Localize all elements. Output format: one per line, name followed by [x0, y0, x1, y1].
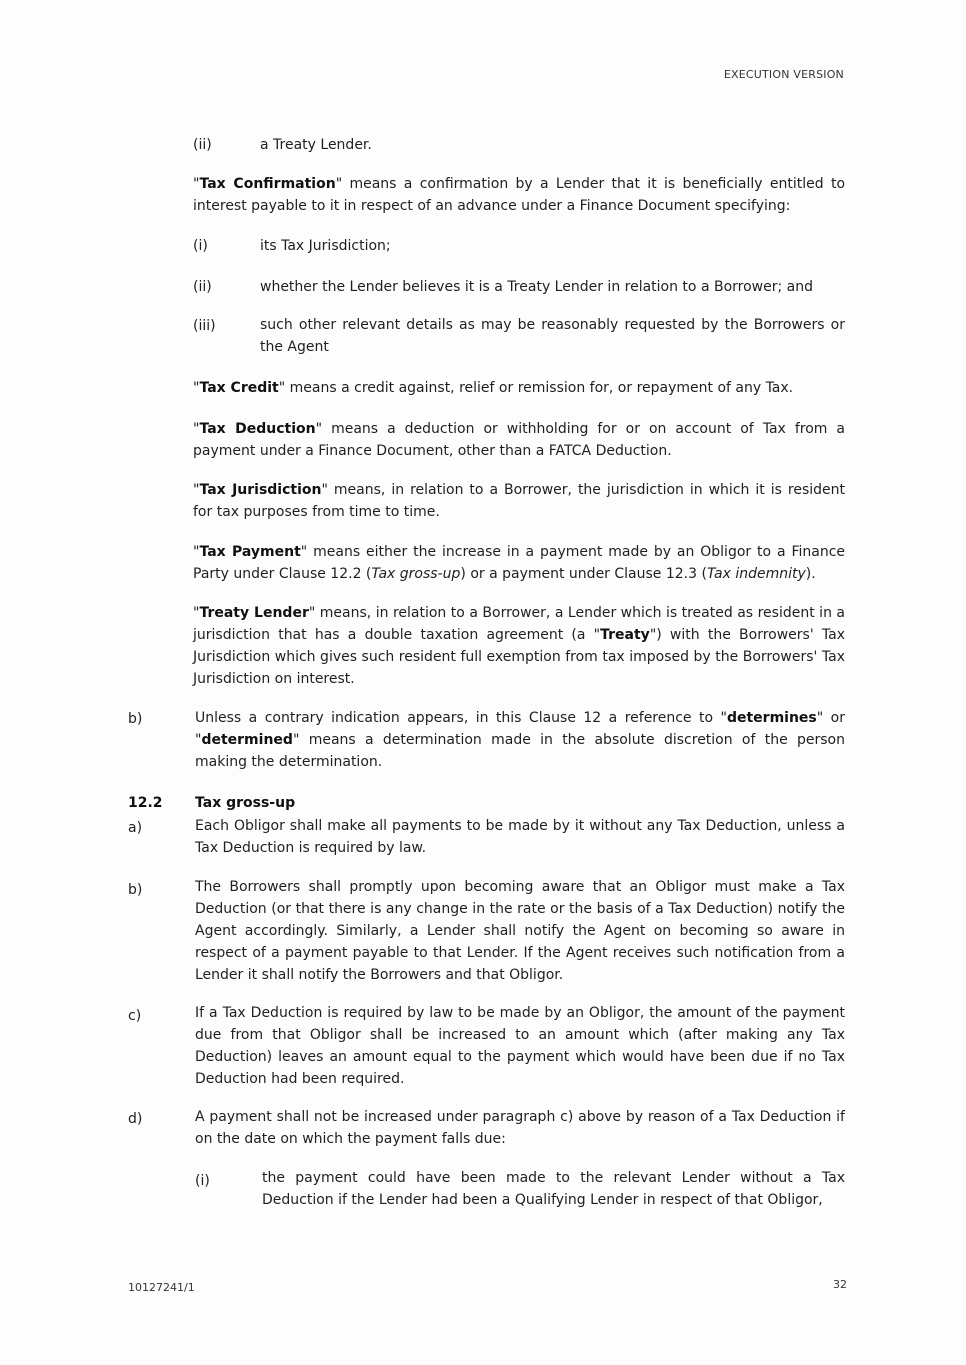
defined-term: Tax Deduction	[199, 421, 316, 437]
list-number: (i)	[193, 238, 208, 254]
definition-tax-confirmation: "Tax Confirmation" means a confirmation by a Lender that it is beneficially entitled to interest payable to it in respect of an advance under a Finance Document specifying:	[193, 176, 846, 214]
section-number: 12.2	[128, 795, 163, 811]
paragraph-label: b)	[128, 882, 143, 898]
footer-doc-ref: 10127241/1	[128, 1281, 195, 1294]
defined-term: Tax Payment	[199, 544, 301, 560]
defined-term: determines	[726, 710, 817, 726]
list-number: (ii)	[193, 279, 212, 295]
paragraph-b: The Borrowers shall promptly upon becoming aware that an Obligor must make a Tax Deduction (or that there is any change in the rate or the basis of a Tax Deduction) notify the Agent accordingly. Similarly, a Lender shall notify the Agent on becoming so aware in respect of a payment payable to that Lender. If the Agent receives such notification from a Lender it shall notify the Borrowers and that Obligor.	[195, 879, 845, 983]
defined-term: Tax Jurisdiction	[199, 482, 322, 498]
clause-reference: Tax gross-up	[371, 566, 461, 582]
defined-term: Treaty Lender	[199, 605, 309, 621]
definition-tax-payment: "Tax Payment" means either the increase in a payment made by an Obligor to a Finance Party under Clause 12.2 (Tax gross-up) or a payment under Clause 12.3 (Tax indemnity).	[193, 544, 846, 582]
paragraph-a: Each Obligor shall make all payments to be made by it without any Tax Deduction, unless a Tax Deduction is required by law.	[195, 818, 845, 856]
definition-treaty-lender: "Treaty Lender" means, in relation to a Borrower, a Lender which is treated as resident in a jurisdiction that has a double taxation agreement (a "Treaty") with the Borrowers' Tax Jurisdiction which gives such resident full exemption from tax imposed by the Borrowers' Tax Jurisdiction on interest.	[193, 605, 845, 687]
definition-tax-deduction: "Tax Deduction" means a deduction or withholding for or on account of Tax from a payment under a Finance Document, other than a FATCA Deduction.	[193, 421, 846, 459]
list-text: a Treaty Lender.	[260, 137, 372, 153]
section-title: Tax gross-up	[195, 795, 296, 811]
list-text: its Tax Jurisdiction;	[260, 238, 391, 254]
defined-term: determined	[201, 732, 293, 748]
paragraph-label: b)	[128, 711, 143, 727]
definition-tax-credit: "Tax Credit" means a credit against, relief or remission for, or repayment of any Tax.	[193, 380, 794, 396]
paragraph-determines: Unless a contrary indication appears, in this Clause 12 a reference to "determines" or "determined" means a determination made in the absolute discretion of the person making the determination.	[195, 710, 845, 770]
paragraph-d: A payment shall not be increased under paragraph c) above by reason of a Tax Deduction if on the date on which the payment falls due:	[195, 1109, 845, 1147]
clause-reference: Tax indemnity	[706, 566, 806, 582]
list-text: the payment could have been made to the relevant Lender without a Tax Deduction if the Lender had been a Qualifying Lender in respect of that Obligor,	[262, 1170, 845, 1208]
paragraph-label: c)	[128, 1008, 142, 1024]
defined-term: Treaty	[600, 627, 650, 643]
header-version: EXECUTION VERSION	[723, 68, 844, 81]
defined-term: Tax Confirmation	[199, 176, 336, 192]
list-number: (iii)	[193, 318, 216, 334]
list-text: whether the Lender believes it is a Treaty Lender in relation to a Borrower; and	[260, 279, 813, 295]
paragraph-label: d)	[128, 1111, 143, 1127]
paragraph-label: a)	[128, 820, 143, 836]
defined-term: Tax Credit	[199, 380, 279, 396]
paragraph-c: If a Tax Deduction is required by law to be made by an Obligor, the amount of the payment due from that Obligor shall be increased to an amount which (after making any Tax Deduction) leaves an amount equal to the payment which would have been due if no Tax Deduction had been required.	[195, 1005, 845, 1087]
list-number: (ii)	[193, 137, 212, 153]
page-number: 32	[833, 1278, 847, 1291]
definition-tax-jurisdiction: "Tax Jurisdiction" means, in relation to a Borrower, the jurisdiction in which it is resident for tax purposes from time to time.	[193, 482, 845, 520]
list-text: such other relevant details as may be reasonably requested by the Borrowers or the Agent	[260, 317, 845, 355]
list-number: (i)	[195, 1173, 210, 1189]
